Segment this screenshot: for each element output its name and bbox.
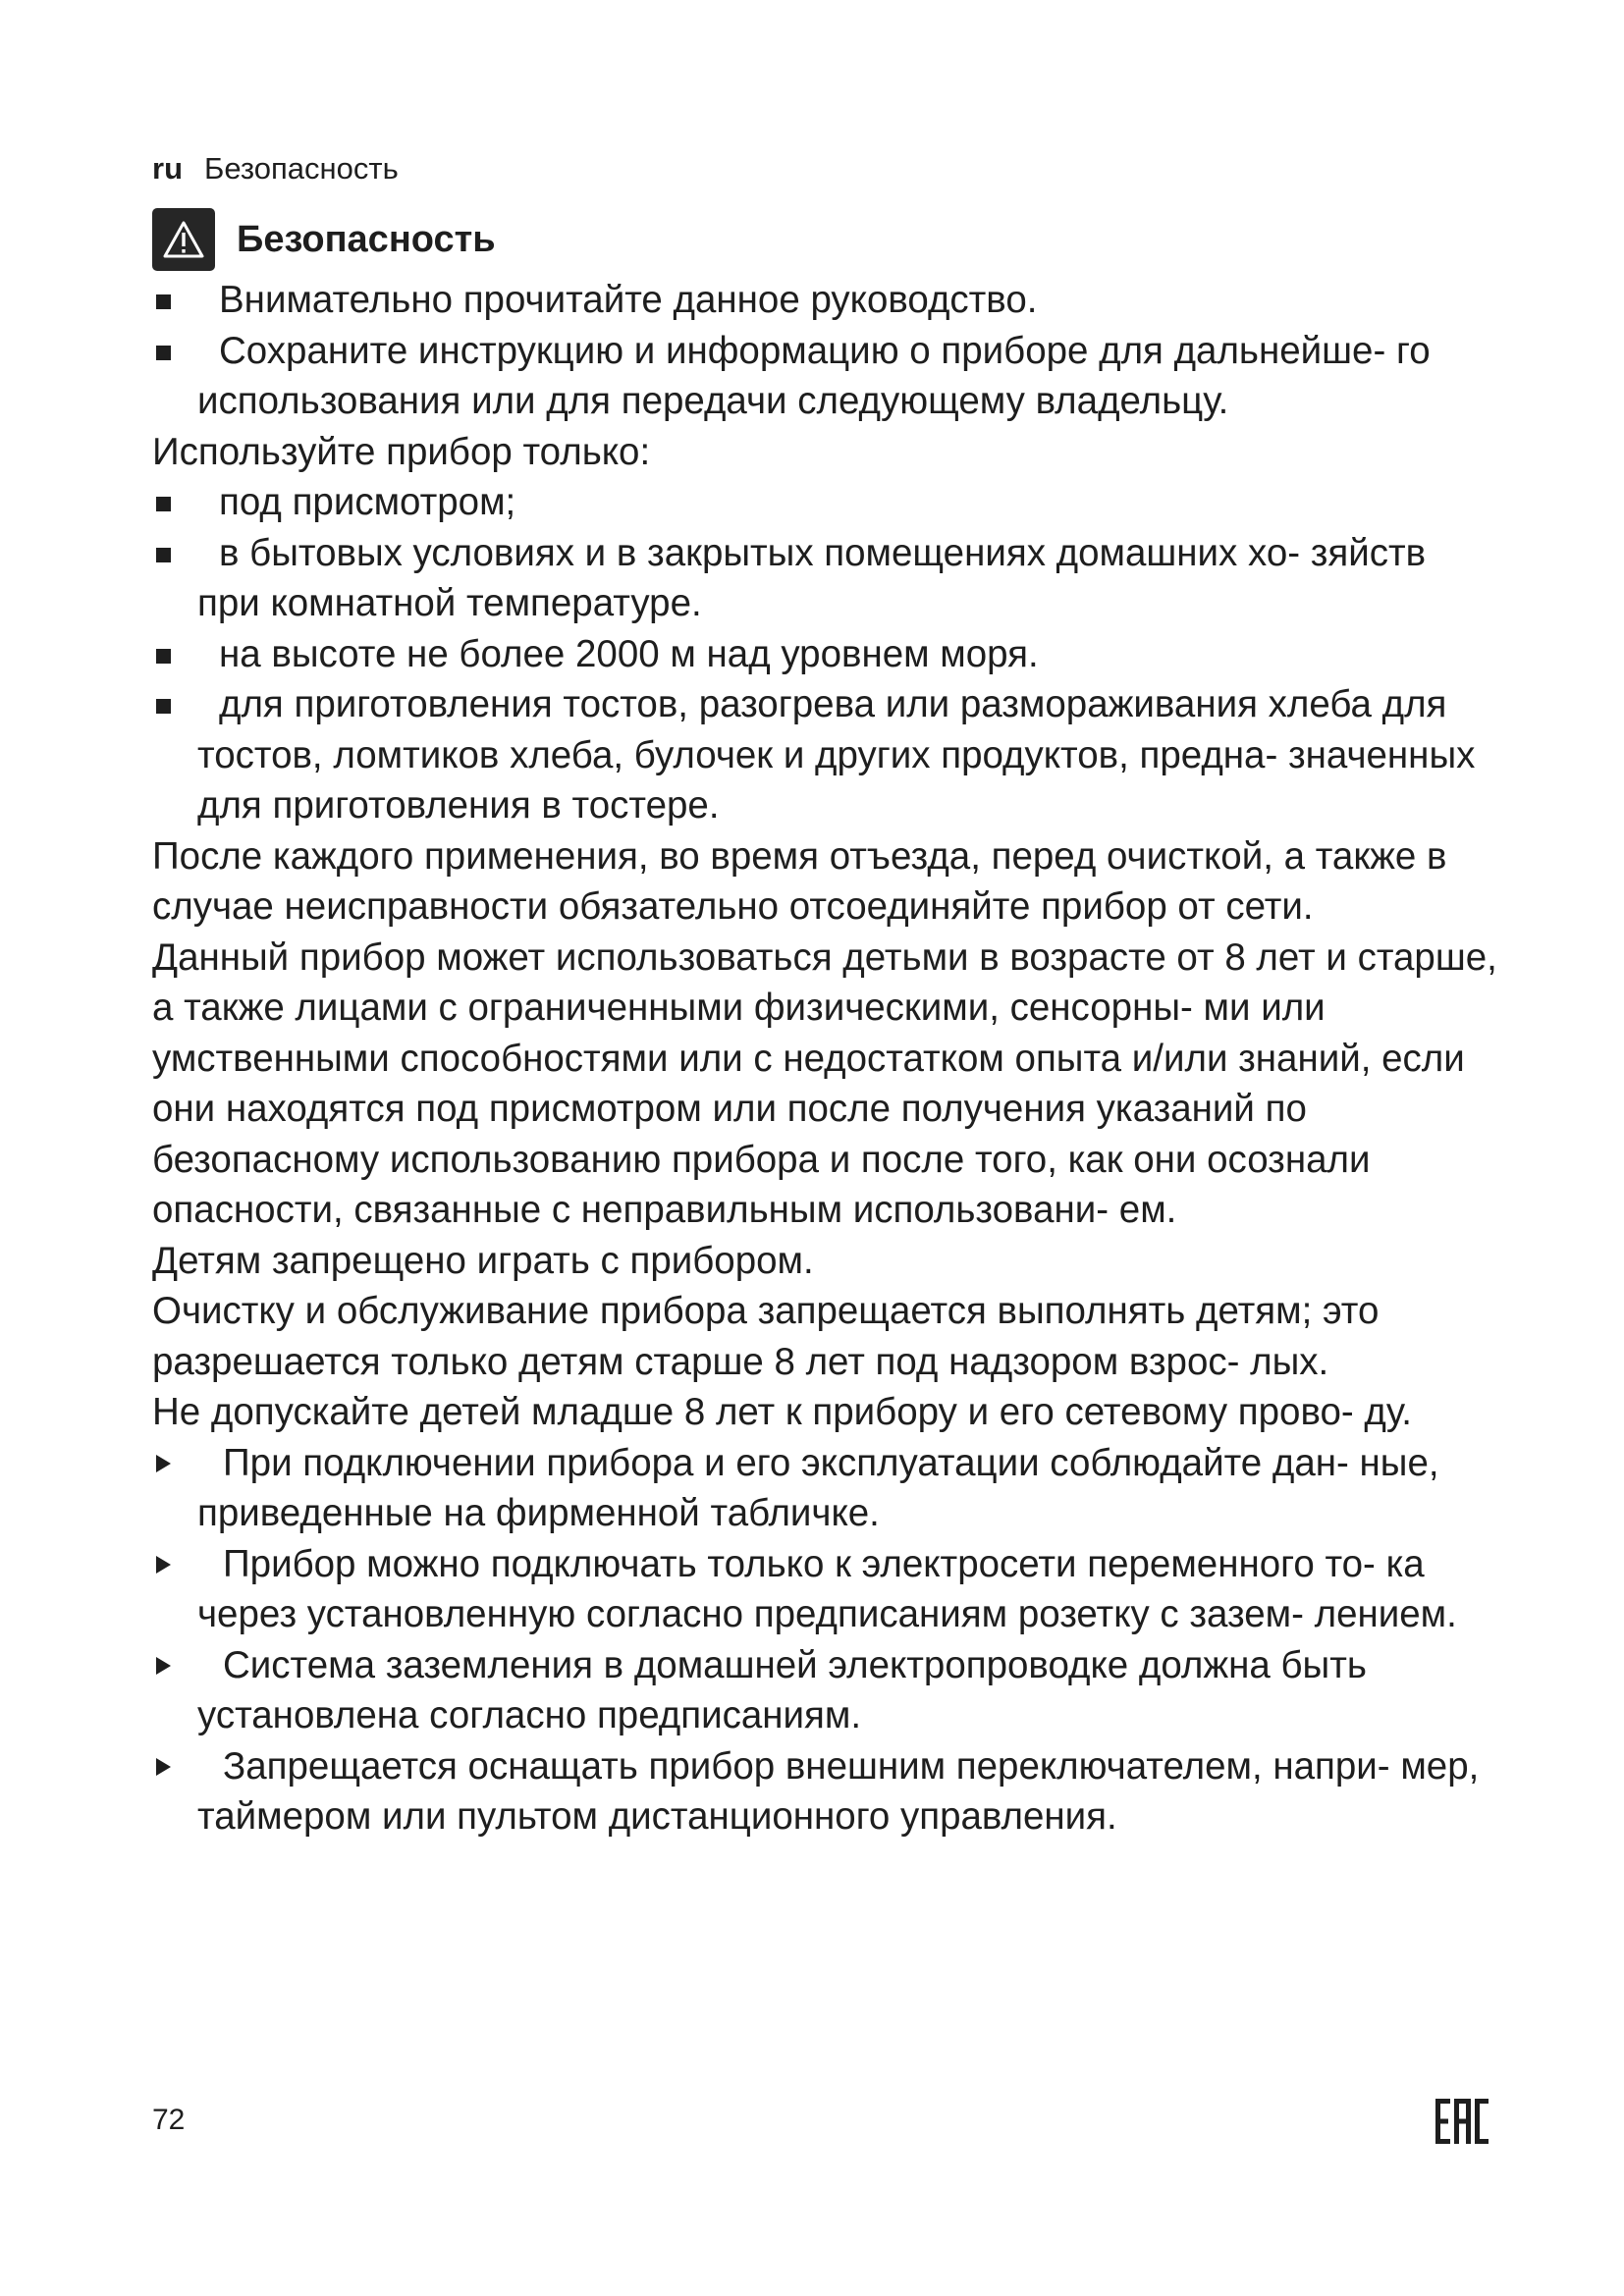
list-item xyxy=(152,275,1497,326)
action-item-text-rest: ка через установленную согласно предписаниям розетку с зазем- лением. xyxy=(197,1542,1457,1635)
paragraph: Детям запрещено играть с прибором. xyxy=(152,1239,814,1282)
list-item-text-lead: Сохраните инструкцию и информацию о приборе для дальнейше- xyxy=(219,329,1386,372)
list-item-text-lead: для приготовления тостов, разогрева или размораживания хлеба xyxy=(219,683,1372,725)
page-number: 72 xyxy=(152,2104,186,2136)
safety-content xyxy=(152,275,1497,1842)
warning-triangle-icon xyxy=(152,208,215,271)
list-item-text-lead: Внимательно прочитайте данное руководство. xyxy=(219,279,1038,321)
action-item-text-lead: Система заземления в домашней электропроводке должна быть xyxy=(223,1643,1367,1686)
list-item xyxy=(152,629,1497,680)
arrow-bullet-icon xyxy=(156,1556,171,1574)
square-bullet-icon xyxy=(156,649,171,664)
use-only-heading: Используйте прибор только: xyxy=(152,430,651,473)
list-item xyxy=(152,528,1497,629)
action-item xyxy=(152,1438,1497,1539)
action-item-text-rest: установлена согласно предписаниям. xyxy=(197,1694,862,1736)
action-item-text-rest: мер, таймером или пультом дистанционного управления. xyxy=(197,1744,1480,1838)
action-item-text-lead: При подключении прибора и его эксплуатации соблюдайте дан- xyxy=(223,1441,1349,1484)
language-code: ru xyxy=(152,151,183,186)
section-name: Безопасность xyxy=(204,151,399,186)
list-item-text-lead: в бытовых условиях и в закрытых помещениях домашних хо- xyxy=(219,531,1301,574)
square-bullet-icon xyxy=(156,294,171,309)
arrow-bullet-icon xyxy=(156,1657,171,1675)
action-item-text-lead: Запрещается оснащать прибор внешним переключателем, напри- xyxy=(223,1744,1390,1788)
paragraph: Не допускайте детей младше 8 лет к прибору и его сетевому прово- ду. xyxy=(152,1391,1412,1433)
paragraph: Очистку и обслуживание прибора запрещается выполнять детям; это разрешается только детям старше 8 лет под надзором взрос- лых. xyxy=(152,1290,1380,1383)
square-bullet-icon xyxy=(156,548,171,562)
list-item-text-lead: на высоте не более 2000 м над уровнем моря. xyxy=(219,632,1039,675)
paragraph: Данный прибор может использоваться детьми в возрасте от 8 лет и старше, а также лицами с ограниченными физическими, сенсорны- ми или умственными способностями или с недостатком опыта и/или знаний, если они находятся под присмотром или после получения указаний по безопасному использованию прибора и после того, как они осознали опасности, связанные с неправильным использовани- ем. xyxy=(152,935,1497,1231)
list-item-text-rest: для тостов, ломтиков хлеба, булочек и других продуктов, предна- значенных для приготовления в тостере. xyxy=(197,683,1476,827)
action-item xyxy=(152,1539,1497,1640)
page-title: Безопасность xyxy=(237,219,496,260)
section-heading xyxy=(152,208,496,271)
square-bullet-icon xyxy=(156,497,171,511)
running-header xyxy=(152,147,399,190)
list-item xyxy=(152,679,1497,831)
list-item xyxy=(152,326,1497,427)
action-item-text-rest: ные, приведенные на фирменной табличке. xyxy=(197,1441,1439,1534)
action-item-text-lead: Прибор можно подключать только к электросети переменного то- xyxy=(223,1542,1376,1585)
list-item-text-rest: го использования или для передачи следующему владельцу. xyxy=(197,329,1431,422)
eac-mark-logo xyxy=(1435,2097,1489,2151)
action-item xyxy=(152,1741,1497,1842)
square-bullet-icon xyxy=(156,346,171,360)
arrow-bullet-icon xyxy=(156,1455,171,1472)
list-item-text-rest: зяйств при комнатной температуре. xyxy=(197,531,1427,624)
list-item-text-lead: под присмотром; xyxy=(219,481,516,523)
square-bullet-icon xyxy=(156,699,171,714)
list-item xyxy=(152,477,1497,528)
action-item xyxy=(152,1640,1497,1741)
paragraph: После каждого применения, во время отъезда, перед очисткой, а также в случае неисправности обязательно отсоединяйте прибор от сети. xyxy=(152,834,1447,928)
arrow-bullet-icon xyxy=(156,1758,171,1776)
